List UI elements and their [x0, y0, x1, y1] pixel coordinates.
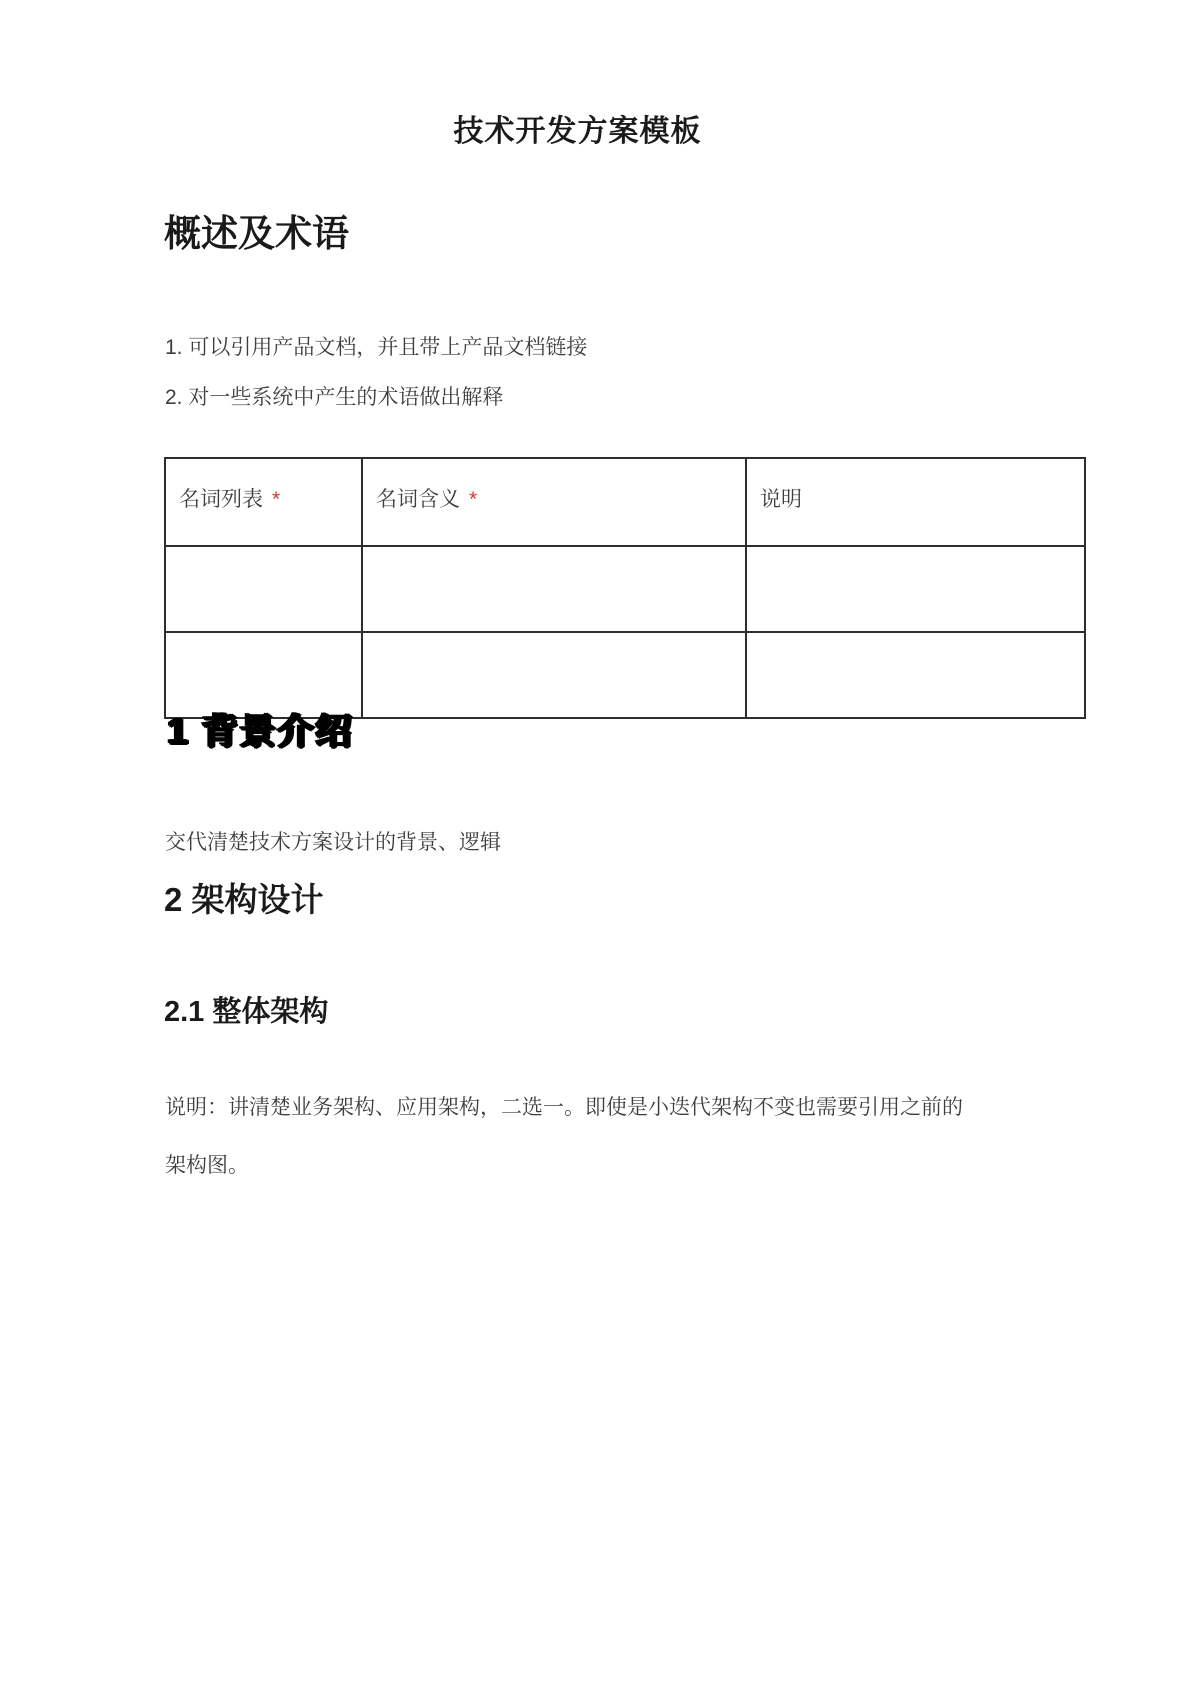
overview-note-1: 1. 可以引用产品文档，并且带上产品文档链接 [165, 336, 588, 359]
column-label-meaning: 名词含义 [376, 488, 460, 511]
paragraph-overall-architecture: 说明：讲清楚业务架构、应用架构，二选一。即使是小迭代架构不变也需要引用之前的架构图。 [165, 1096, 963, 1177]
column-label-note: 说明 [760, 488, 802, 511]
paragraph-background: 交代清楚技术方案设计的背景、逻辑 [165, 831, 501, 854]
table-cell-empty [362, 632, 746, 718]
table-header-cell-meaning [362, 458, 746, 546]
glossary-table-empty-row [165, 546, 1085, 632]
heading-architecture-design: 2 架构设计 [164, 881, 324, 918]
glossary-table [164, 457, 1086, 719]
overview-note-2: 2. 对一些系统中产生的术语做出解释 [165, 386, 504, 409]
table-cell-empty [746, 632, 1085, 718]
heading-background-intro: 1 背景介绍 [167, 710, 354, 751]
table-cell-empty [165, 546, 362, 632]
column-label-term: 名词列表 [179, 488, 263, 511]
heading-overview-terms: 概述及术语 [164, 213, 349, 254]
table-header-cell-note [746, 458, 1085, 546]
glossary-table-header-row [165, 458, 1085, 546]
heading-overall-architecture: 2.1 整体架构 [164, 996, 329, 1028]
required-asterisk: * [469, 488, 478, 511]
required-asterisk: * [272, 488, 281, 511]
table-header-cell-term [165, 458, 362, 546]
table-cell-empty [362, 546, 746, 632]
document-title: 技术开发方案模板 [453, 115, 702, 148]
table-cell-empty [746, 546, 1085, 632]
